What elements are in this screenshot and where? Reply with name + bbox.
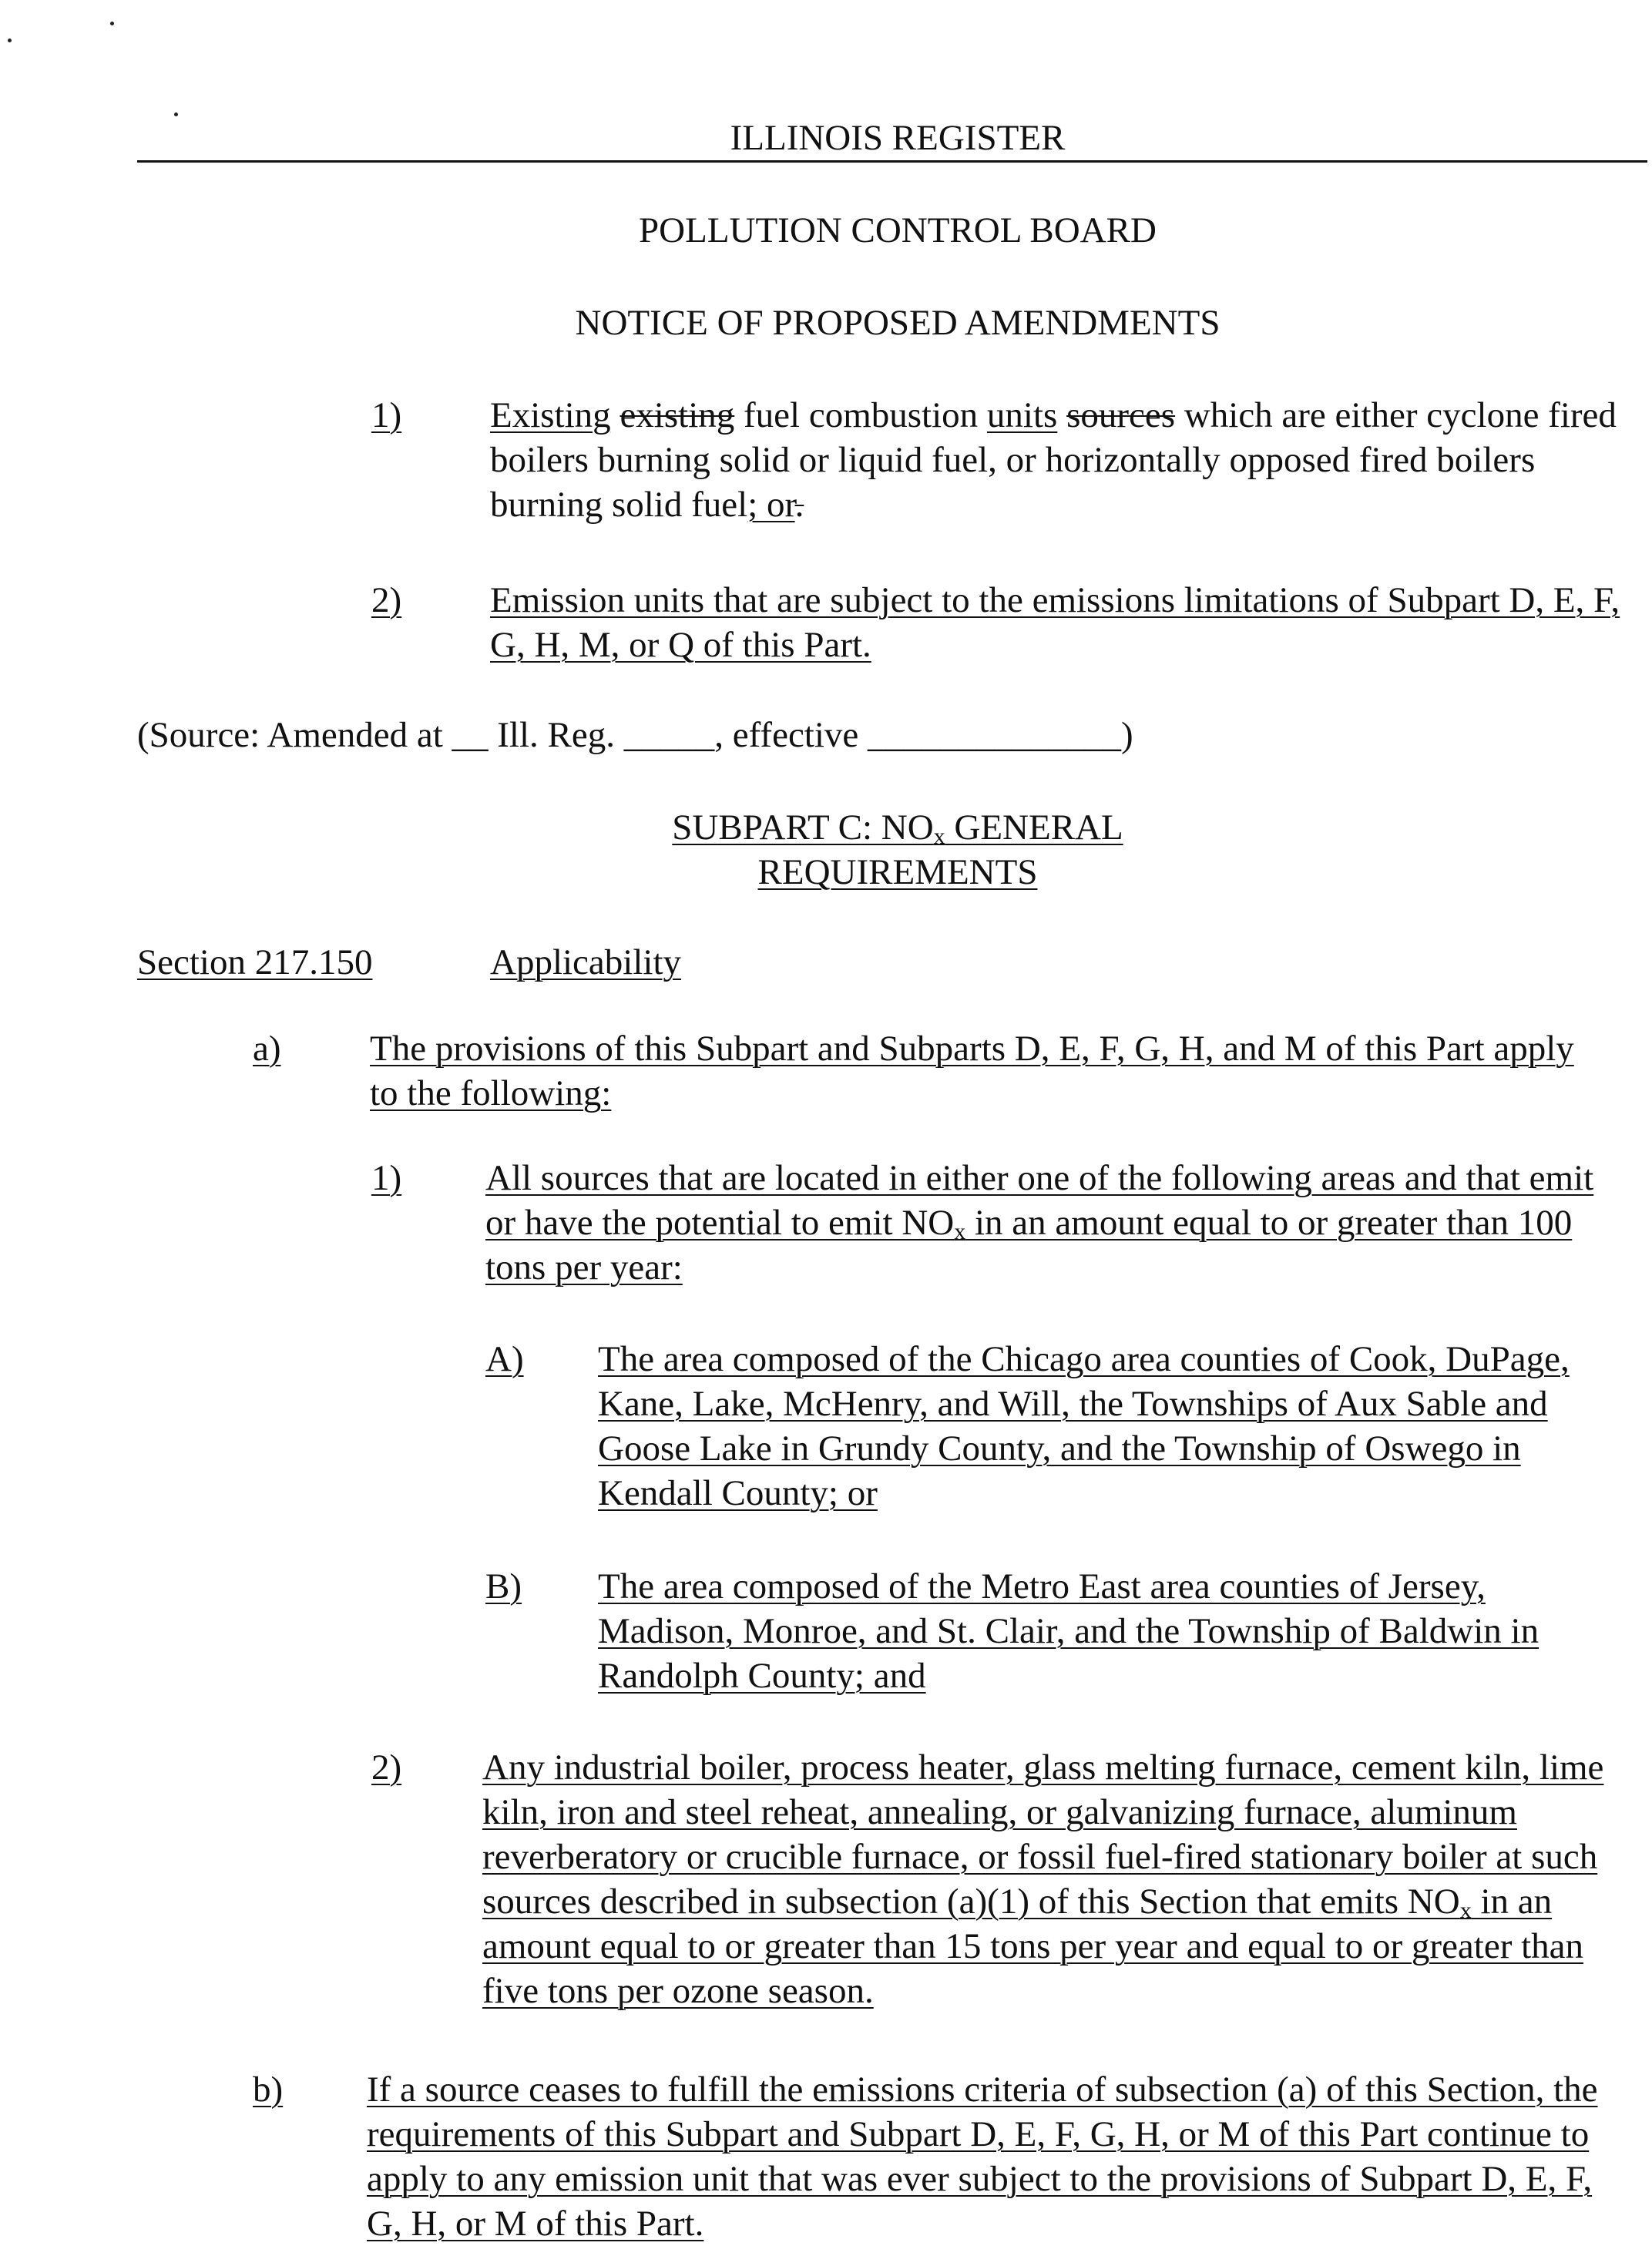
struck-text: existing [620,395,735,435]
source-note-text: (Source: Amended at [137,715,443,755]
a2-label: 2) [371,1747,402,1788]
struck-text: . [794,485,804,525]
a1-text-part: All sources that are located in either one of the following areas and that emit or have the potential to emit NO [485,1158,1594,1243]
subpart-heading-line1 [0,805,1652,850]
a1-label: 1) [371,1158,402,1198]
a1-text [485,1156,1595,1290]
subpart-heading-text: GENERAL [945,807,1123,848]
subpart-heading-text: SUBPART C: NO [672,807,934,848]
struck-text: sources [1066,395,1176,435]
a1B-text: The area composed of the Metro East area counties of Jersey, Madison, Monroe, and St. Clair, and the Township of Baldwin in Randolph County; and [598,1566,1540,1696]
item-2-text: Emission units that are subject to the emissions limitations of Subpart D, E, F, G, H, M, or Q of this Part. [490,580,1620,665]
a1-text-part: in an amount equal to or greater than 100 tons per year: [485,1203,1573,1287]
source-note-blank: ______________ [868,715,1122,755]
board-title: POLLUTION CONTROL BOARD [639,210,1157,250]
added-text: ; or [747,485,795,525]
section-number: Section 217.150 [137,942,373,982]
subsection-b-label: b) [253,2070,284,2110]
subsection-a-label: a) [253,1029,281,1069]
register-title: ILLINOIS REGISTER [730,118,1066,158]
subsection-b-text: If a source ceases to fulfill the emissions criteria of subsection (a) of this Section, the requirements of this Subpart and Subpart D, E, F, G, H, or M of this Part continue to apply to any emission unit that was ever subject to the provisions of Subpart D, E, F, G, H, or M of this Part. [367,2070,1598,2244]
a2-text [482,1745,1638,2013]
added-text: units [986,395,1058,435]
a2-text-part: Any industrial boiler, process heater, glass melting furnace, cement kiln, lime kiln, iron and steel reheat, annealing, or galvanizing furnace, aluminum reverberatory or crucible furnace, or fossil fuel-fired stationary boiler at such sources described in subsection (a)(1) of this Section that emits NO [482,1747,1604,1922]
scan-speck [110,22,114,25]
a2-text-part: in an amount equal to or greater than 15 tons per year and equal to or greater than five tons per ozone season. [482,1882,1584,2011]
a1A-text: The area composed of the Chicago area counties of Cook, DuPage, Kane, Lake, McHenry, and Will, the Townships of Aux Sable and Goose Lake in Grundy County, and the Township of Oswego in Kendall County; or [598,1339,1570,1513]
source-note-blank: _____ [623,715,715,755]
body-text: which are either cyclone fired boilers burning solid or liquid fuel, or horizontally opposed fired boilers burning solid fuel [490,395,1617,525]
subscript: x [933,824,945,849]
body-text: fuel combustion [744,395,979,435]
a1A-label: A) [485,1339,524,1379]
item-1-number: 1) [371,395,402,435]
subpart-heading-line2: REQUIREMENTS [757,852,1038,892]
notice-title: NOTICE OF PROPOSED AMENDMENTS [575,303,1221,343]
subscript: x [954,1219,966,1244]
item-1-text [490,393,1623,527]
source-note-text: , effective [714,715,859,755]
subscript: x [1459,1898,1472,1923]
added-text: Existing [490,395,611,435]
header-rule [137,160,1647,163]
source-note-text: Ill. Reg. [497,715,616,755]
section-title: Applicability [490,942,682,982]
source-note-blank: __ [452,715,489,755]
source-note-text: ) [1121,715,1133,755]
item-2-number: 2) [371,580,402,620]
source-note [137,713,1133,757]
a1B-label: B) [485,1566,522,1606]
subsection-a-text: The provisions of this Subpart and Subparts D, E, F, G, H, and M of this Part apply to the following: [370,1029,1574,1113]
scan-speck [8,39,12,42]
